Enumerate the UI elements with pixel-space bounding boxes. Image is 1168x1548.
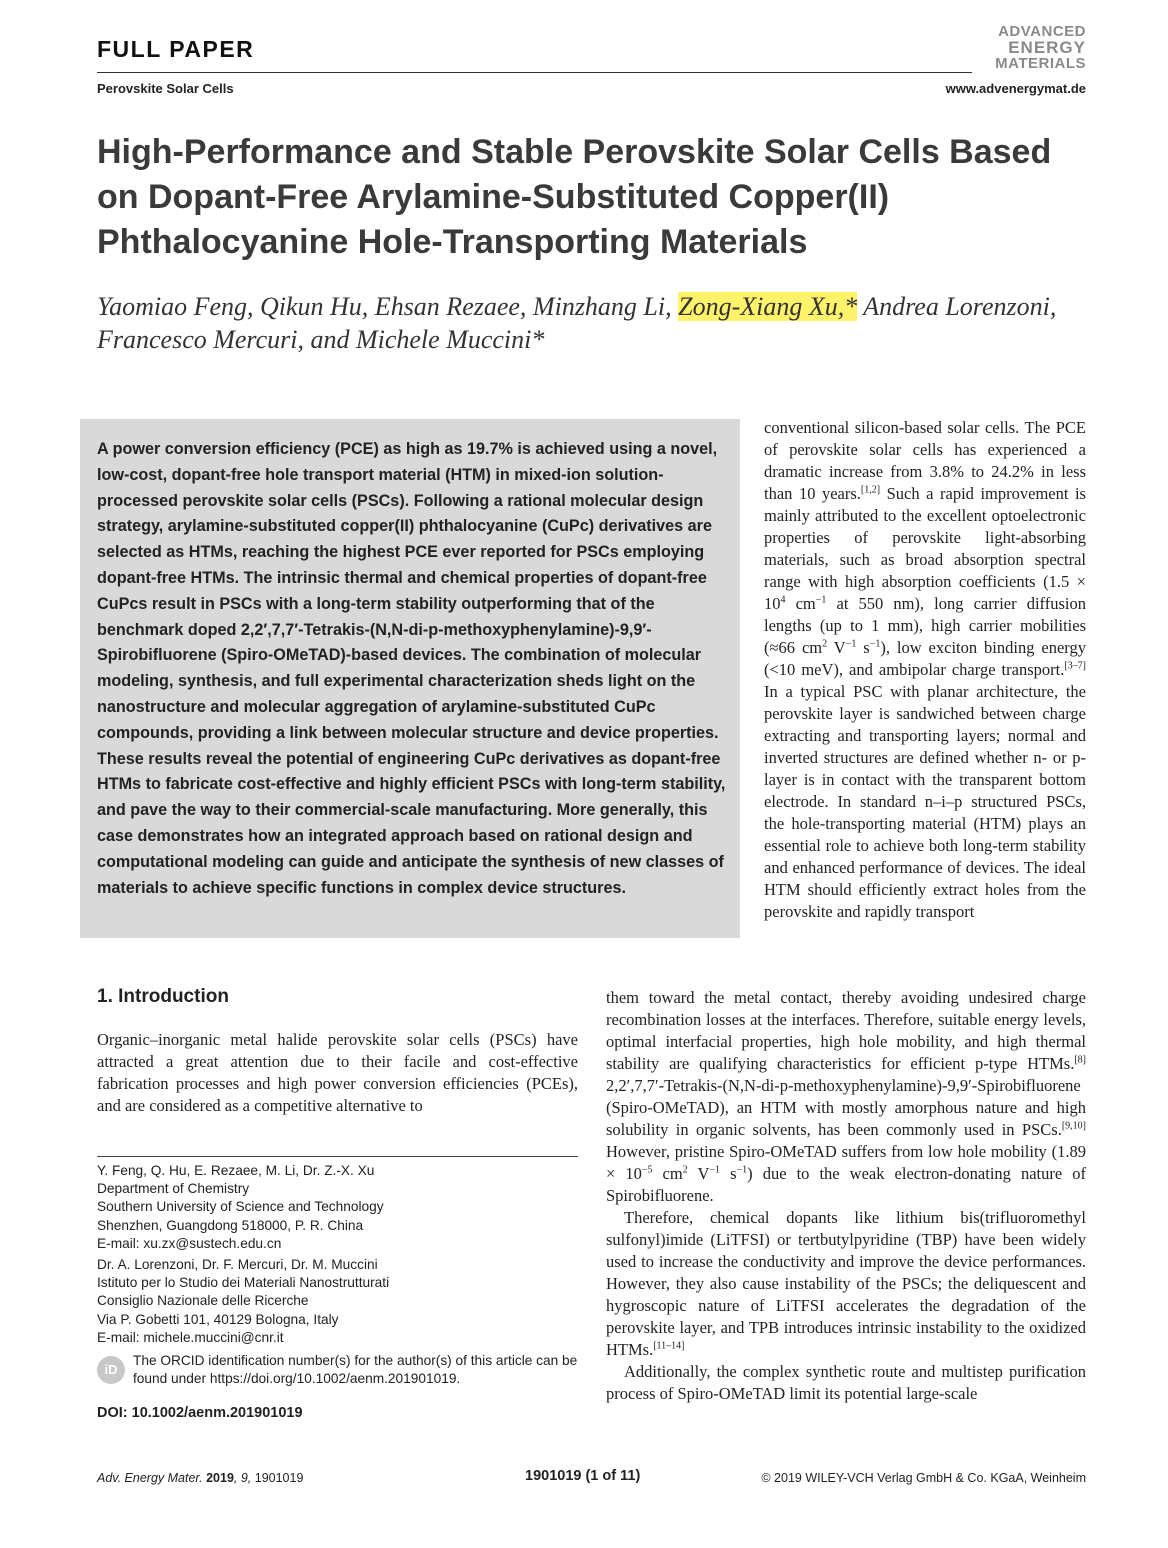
header-rule (97, 72, 972, 73)
right-column-top (764, 417, 1086, 923)
body-paragraph-1: conventional silicon-based solar cells. The PCE of perovskite solar cells has experienced a dramatic increase from 3.8% to 24.2% in less than 10 years.[1,2] Such a rapid improvement is mainly attributed to the excellent optoelectronic properties of perovskite light-absorbing materials, such as broad absorption spectral range with high absorption coefficients ($1.5 \times 10^4$ $cm^{-1}$ at 550 nm), long carrier diffusion lengths (up to 1 mm), high carrier mobilities (≈66 $cm^2$ $V^{-1}$ $s^{-1}$), low exciton binding energy (<10 meV), and ambipolar charge transport.[3–7] In a typical PSC with planar architecture, the perovskite layer is sandwiched between charge extracting and transporting layers; normal and inverted structures are defined whether n- or p-layer is in contact with the transparent bottom electrode. In standard n–i–p structured PSCs, the hole-transporting material (HTM) plays an essential role to achieve both long-term stability and enhanced performance of devices. The ideal HTM should efficiently extract holes from the perovskite and rapidly transport (764, 418, 1086, 921)
orcid-icon: iD (97, 1356, 125, 1384)
affiliation-dept: Department of Chemistry (97, 1181, 250, 1197)
page-type-label: FULL PAPER (97, 36, 255, 62)
author-list (97, 290, 1092, 356)
journal-logo (976, 24, 1086, 72)
highlighted-author: Zong-Xiang Xu,* (678, 292, 858, 321)
citation[interactable]: [3–7] (1064, 660, 1086, 672)
affiliation-email[interactable]: E-mail: michele.muccini@cnr.it (97, 1329, 284, 1345)
authors-part-2: Andrea Lorenzoni, Francesco Mercuri, and Michele Muccini* (97, 292, 1057, 354)
orcid-note[interactable]: The ORCID identification number(s) for the author(s) of this article can be found under https://doi.org/10.1002/aenm.201901019. (133, 1353, 578, 1387)
affiliation-institution: Southern University of Science and Technology (97, 1199, 384, 1215)
authors-part-1: Yaomiao Feng, Qikun Hu, Ehsan Rezaee, Minzhang Li, (97, 292, 679, 321)
footer-citation: Adv. Energy Mater. 2019, 9, 1901019 (97, 1471, 304, 1485)
affiliation-institute: Istituto per lo Studio dei Materiali Nanostrutturati (97, 1275, 390, 1291)
right-column-bottom (606, 987, 1086, 1405)
affiliation-authors: Y. Feng, Q. Hu, E. Rezaee, M. Li, Dr. Z.-X. Xu (97, 1163, 375, 1178)
footer-page-number: 1901019 (1 of 11) (525, 1468, 641, 1484)
intro-paragraph: Organic–inorganic metal halide perovskite solar cells (PSCs) have attracted a great attention due to their facile and cost-effective fabrication processes and high power conversion efficiencies (PCEs), and are considered as a competitive alternative to (97, 1030, 578, 1115)
affiliation-authors: Dr. A. Lorenzoni, Dr. F. Mercuri, Dr. M. Muccini (97, 1257, 378, 1272)
citation[interactable]: [8] (1074, 1054, 1086, 1066)
affiliation-email[interactable]: E-mail: xu.zx@sustech.edu.cn (97, 1235, 282, 1251)
affiliation-address: Shenzhen, Guangdong 518000, P. R. China (97, 1217, 364, 1233)
journal-logo-line-2: ENERGY (1008, 38, 1086, 57)
citation[interactable]: [11–14] (653, 1340, 685, 1352)
footer-copyright: © 2019 WILEY-VCH Verlag GmbH & Co. KGaA, Weinheim (761, 1471, 1086, 1485)
affiliation-2 (97, 1256, 578, 1347)
body-paragraph-4: Additionally, the complex synthetic route and multistep purification process of Spiro-OMeTAD limit its potential large-scale (606, 1362, 1086, 1403)
body-paragraph-3: Therefore, chemical dopants like lithium bis(trifluoromethyl sulfonyl)imide (LiTFSI) or tertbutylpyridine (TBP) have been widely used to increase the conductivity and improve the device performances. However, they also cause instability of the PSCs; the deliquescent and hygroscopic nature of LiTFSI accelerates the degradation of the perovskite layer, and TPB introduces intrinsic instability to the oxidized HTMs.[11–14] (606, 1208, 1086, 1359)
paper-title: High-Performance and Stable Perovskite Solar Cells Based on Dopant-Free Arylamine-Substituted Copper(II) Phthalocyanine Hole-Transporting Materials (97, 133, 1052, 261)
intro-heading: 1. Introduction (97, 986, 229, 1007)
body-paragraph-2: them toward the metal contact, thereby avoiding undesired charge recombination losses at the interfaces. Therefore, suitable energy levels, optimal interfacial properties, high hole mobility, and high thermal stability are qualifying characteristics for efficient p-type HTMs.[8] 2,2′,7,7′-Tetrakis-(N,N-di-p-methoxyphenylamine)-9,9′-Spirobifluorene (Spiro-OMeTAD), an HTM with mostly amorphous nature and high solubility in organic solvents, has been commonly used in PSCs.[9,10] However, pristine Spiro-OMeTAD suffers from low hole mobility ($1.89 \times 10^{-5}$ $cm^2$ $V^{-1}$ $s^{-1}$) due to the weak electron-donating nature of Spirobifluorene. (606, 988, 1086, 1205)
abstract-text: A power conversion efficiency (PCE) as high as 19.7% is achieved using a novel, low-cost, dopant-free hole transport material (HTM) in mixed-ion solution-processed perovskite solar cells (PSCs). Following a rational molecular design strategy, arylamine-substituted copper(II) phthalocyanine (CuPc) derivatives are selected as HTMs, reaching the highest PCE ever reported for PSCs employing dopant-free HTMs. The intrinsic thermal and chemical properties of dopant-free CuPcs result in PSCs with a long-term stability outperforming that of the benchmark doped 2,2′,7,7′-Tetrakis-(N,N-di-p-methoxyphenylamine)-9,9′-Spirobifluorene (Spiro-OMeTAD)-based devices. The combination of molecular modeling, synthesis, and full experimental characterization sheds light on the nanostructure and molecular aggregation of arylamine-substituted CuPc compounds, providing a link between molecular structure and device properties. These results reveal the potential of engineering CuPc derivatives as dopant-free HTMs to fabricate cost-effective and highly efficient PSCs with long-term stability, and pave the way to their commercial-scale manufacturing. More generally, this case demonstrates how an integrated approach based on rational design and computational modeling can guide and anticipate the synthesis of new classes of materials to achieve specific functions in complex device structures. (97, 440, 726, 897)
journal-url[interactable]: www.advenergymat.de (945, 81, 1086, 96)
affiliation-1 (97, 1162, 578, 1253)
journal-logo-line-1: ADVANCED (998, 23, 1086, 40)
journal-logo-line-3: MATERIALS (995, 55, 1086, 72)
affiliation-address: Via P. Gobetti 101, 40129 Bologna, Italy (97, 1311, 339, 1327)
affiliation-rule (97, 1156, 578, 1157)
citation[interactable]: [1,2] (860, 484, 881, 496)
citation[interactable]: [9,10] (1061, 1120, 1086, 1132)
section-label: Perovskite Solar Cells (97, 81, 234, 96)
doi[interactable]: DOI: 10.1002/aenm.201901019 (97, 1405, 303, 1421)
affiliation-institution: Consiglio Nazionale delle Ricerche (97, 1293, 309, 1309)
